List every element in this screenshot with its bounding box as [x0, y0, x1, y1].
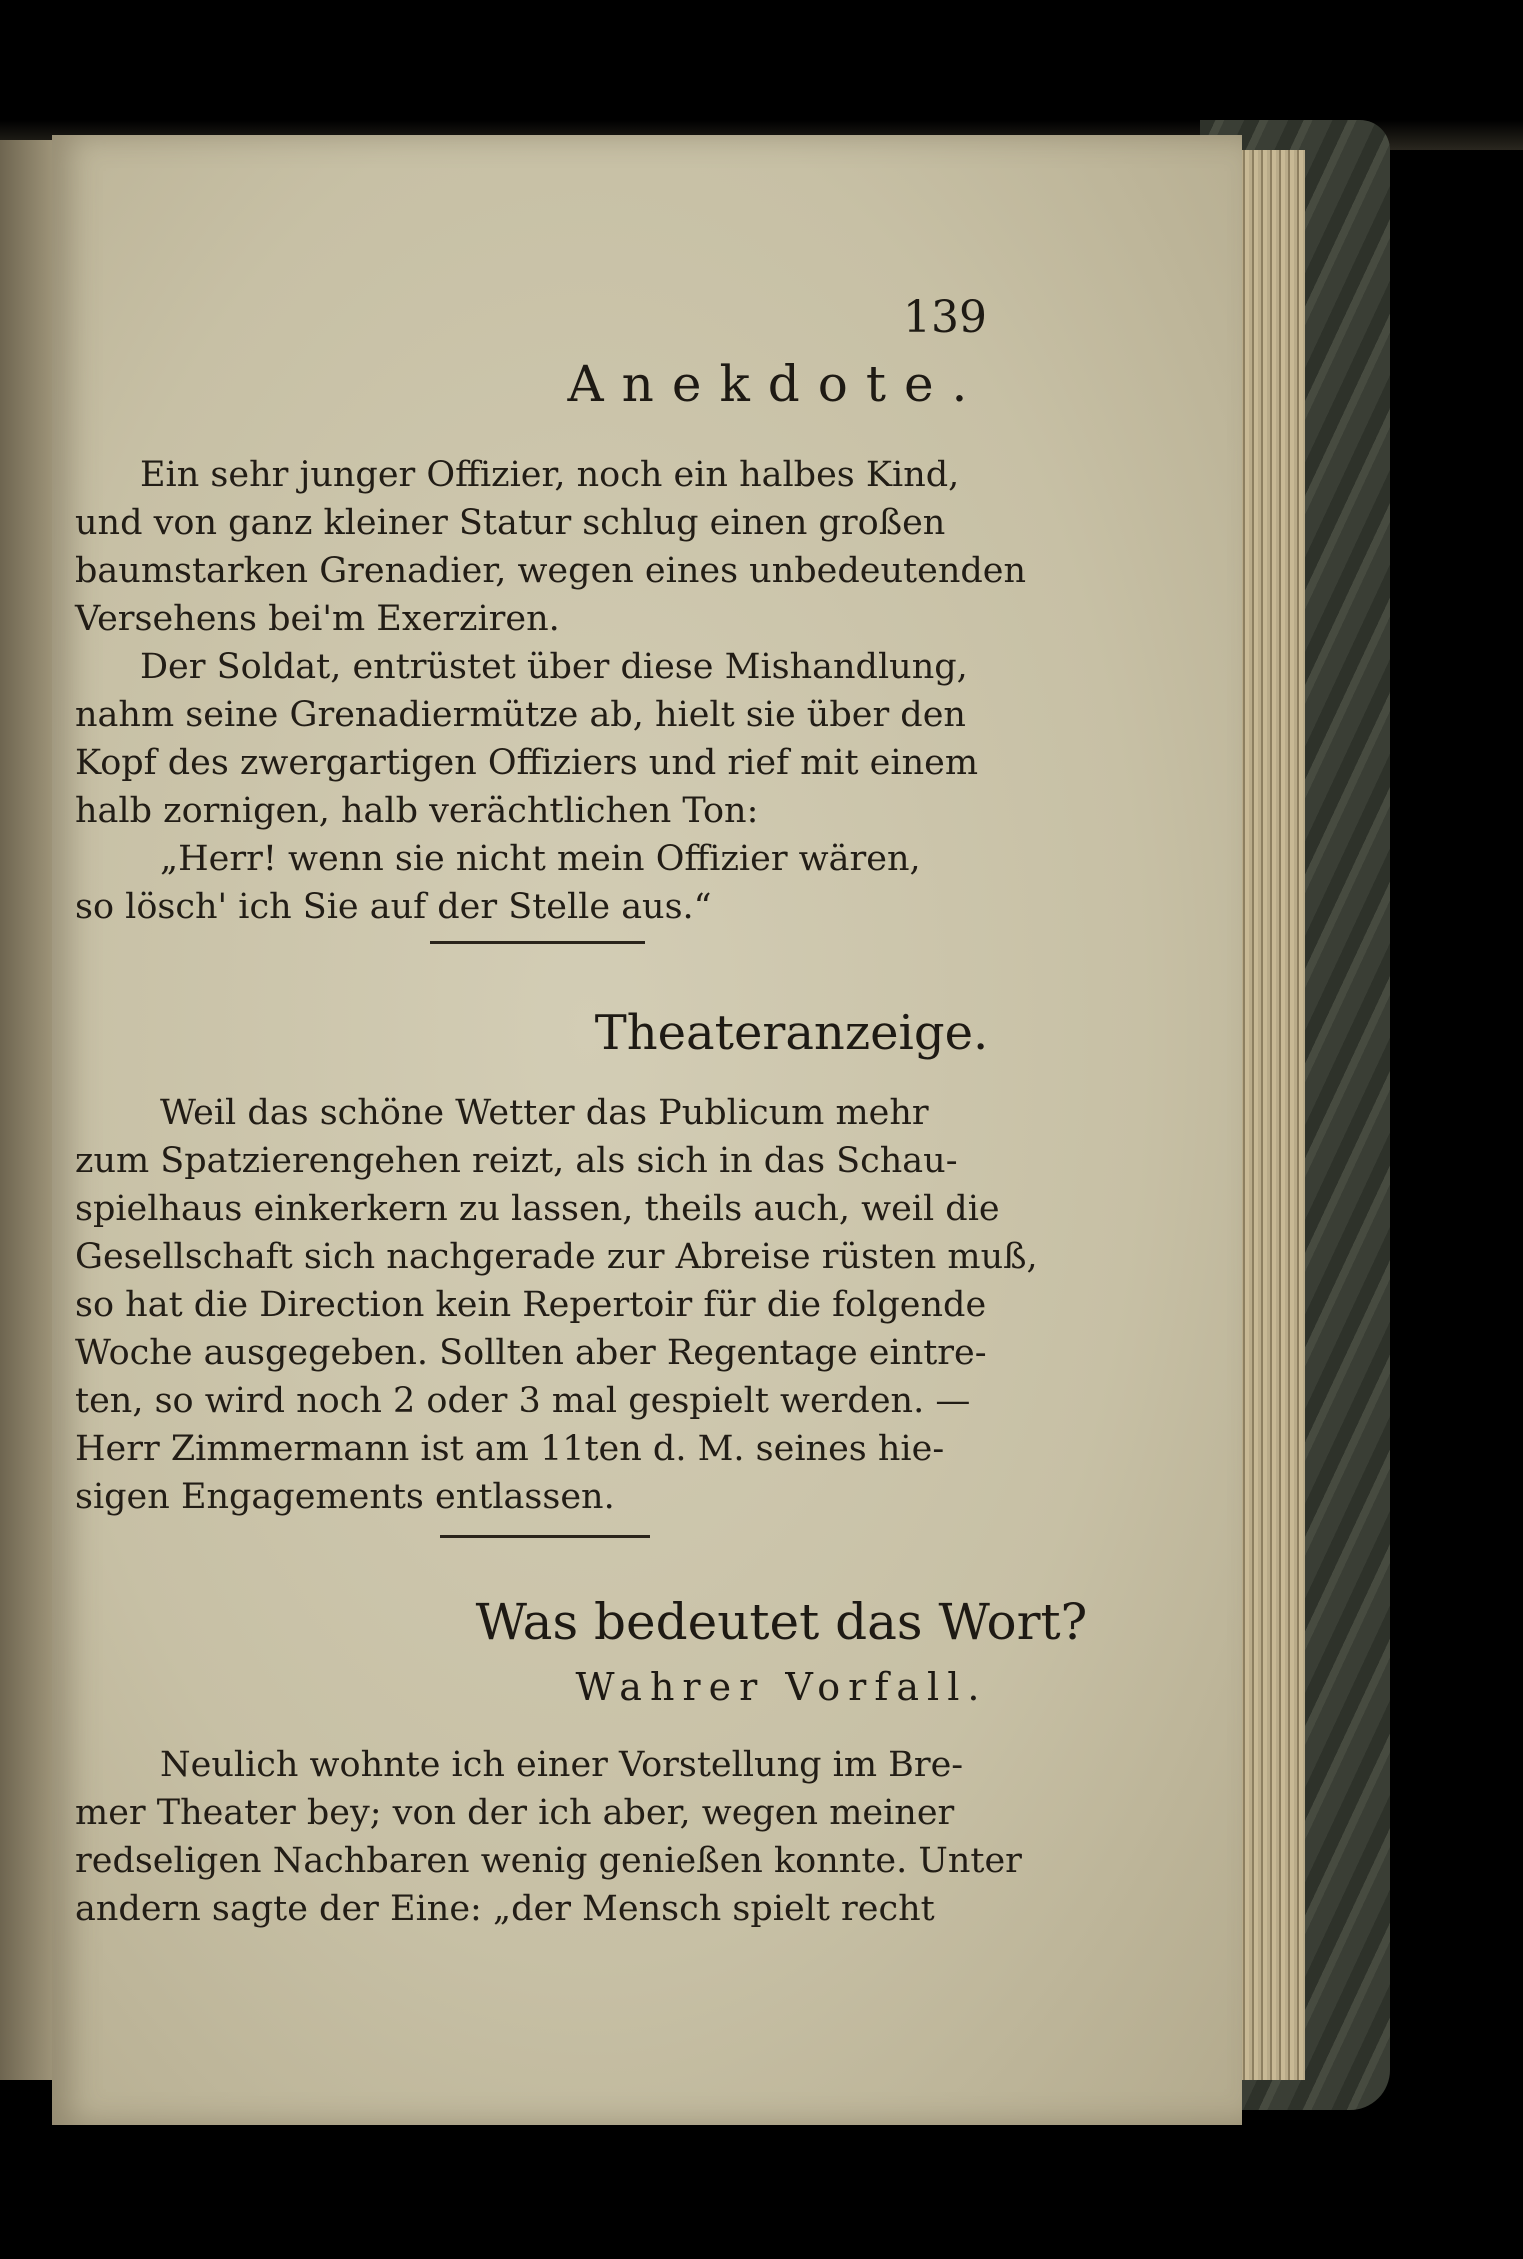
text-line: nahm seine Grenadiermütze ab, hielt sie über den: [75, 695, 966, 735]
text-line: redseligen Nachbaren wenig genießen konnte. Unter: [75, 1841, 1022, 1881]
text-line: Ein sehr junger Offizier, noch ein halbes Kind,: [140, 455, 960, 495]
text-line: spielhaus einkerkern zu lassen, theils auch, weil die: [75, 1189, 1000, 1229]
text-line: halb zornigen, halb verächtlichen Ton:: [75, 791, 759, 831]
text-line: „Herr! wenn sie nicht mein Offizier wären,: [160, 839, 921, 879]
text-line: sigen Engagements entlassen.: [75, 1477, 615, 1517]
page-number: 139: [903, 292, 987, 343]
text-line: so hat die Direction kein Repertoir für die folgende: [75, 1285, 987, 1325]
text-line: Der Soldat, entrüstet über diese Mishandlung,: [140, 647, 968, 687]
text-line: andern sagte der Eine: „der Mensch spielt recht: [75, 1889, 935, 1929]
text-line: mer Theater bey; von der ich aber, wegen meiner: [75, 1793, 955, 1833]
text-line: so lösch' ich Sie auf der Stelle aus.“: [75, 887, 712, 927]
section-divider: [440, 1535, 650, 1538]
heading-was-bedeutet: Was bedeutet das Wort?: [475, 1593, 1088, 1651]
text-line: zum Spatzierengehen reizt, als sich in das Schau-: [75, 1141, 958, 1181]
subheading-wahrer-vorfall: Wahrer Vorfall.: [575, 1665, 988, 1709]
text-line: Weil das schöne Wetter das Publicum mehr: [160, 1093, 929, 1133]
text-line: Kopf des zwergartigen Offiziers und rief mit einem: [75, 743, 979, 783]
heading-theateranzeige: Theateranzeige.: [594, 1005, 989, 1061]
heading-anekdote: Anekdote.: [567, 355, 986, 413]
text-line: ten, so wird noch 2 oder 3 mal gespielt werden. —: [75, 1381, 971, 1421]
text-line: Versehens bei'm Exerziren.: [75, 599, 560, 639]
facing-page: [0, 140, 60, 2080]
text-line: baumstarken Grenadier, wegen eines unbedeutenden: [75, 551, 1027, 591]
text-line: Herr Zimmermann ist am 11ten d. M. seines hie-: [75, 1429, 945, 1469]
text-line: und von ganz kleiner Statur schlug einen großen: [75, 503, 946, 543]
text-line: Neulich wohnte ich einer Vorstellung im Bre-: [160, 1745, 964, 1785]
text-line: Gesellschaft sich nachgerade zur Abreise rüsten muß,: [75, 1237, 1038, 1277]
text-line: Woche ausgegeben. Sollten aber Regentage eintre-: [75, 1333, 987, 1373]
section-divider: [430, 941, 645, 944]
